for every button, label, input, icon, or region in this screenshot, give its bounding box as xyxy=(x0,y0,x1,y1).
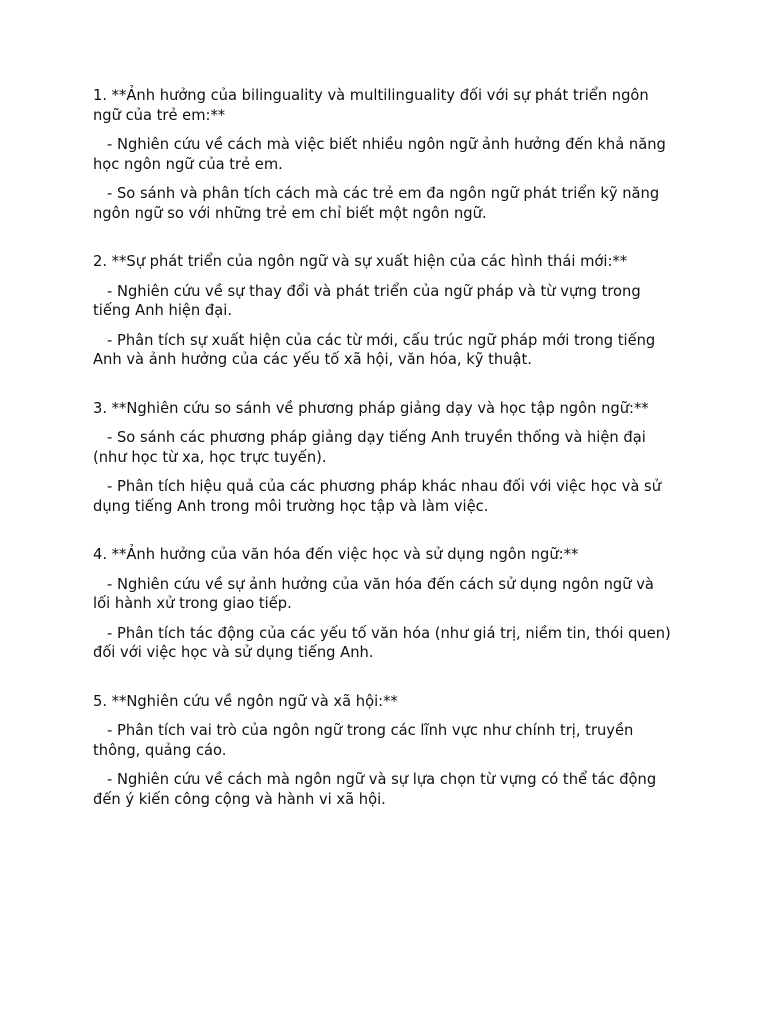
bullet-item: - Phân tích hiệu quả của các phương pháp khác nhau đối với việc học và sử dụng tiếng Anh trong môi trường học tập và làm việc. xyxy=(93,478,666,515)
section-heading: 1. **Ảnh hưởng của bilinguality và multilinguality đối với sự phát triển ngôn ngữ của trẻ em:** xyxy=(93,87,649,124)
section-2 xyxy=(93,252,672,370)
bullet-item: - Nghiên cứu về cách mà ngôn ngữ và sự lựa chọn từ vựng có thể tác động đến ý kiến công cộng và hành vi xã hội. xyxy=(93,771,661,808)
section-heading: 5. **Nghiên cứu về ngôn ngữ và xã hội:** xyxy=(93,692,398,710)
section-heading: 2. **Sự phát triển của ngôn ngữ và sự xuất hiện của các hình thái mới:** xyxy=(93,253,628,270)
bullet-item: - So sánh các phương pháp giảng dạy tiếng Anh truyền thống và hiện đại (như học từ xa, học trực tuyến). xyxy=(93,429,651,466)
section-heading: 4. **Ảnh hưởng của văn hóa đến việc học và sử dụng ngôn ngữ:** xyxy=(93,546,579,563)
section-heading: 3. **Nghiên cứu so sánh về phương pháp giảng dạy và học tập ngôn ngữ:** xyxy=(93,399,649,417)
bullet-item: - Phân tích sự xuất hiện của các từ mới, cấu trúc ngữ pháp mới trong tiếng Anh và ảnh hưởng của các yếu tố xã hội, văn hóa, kỹ thuật. xyxy=(93,331,660,368)
bullet-item: - Phân tích tác động của các yếu tố văn hóa (như giá trị, niềm tin, thói quen) đối với việc học và sử dụng tiếng Anh. xyxy=(93,624,676,661)
bullet-item: - Phân tích vai trò của ngôn ngữ trong các lĩnh vực như chính trị, truyền thông, quảng cáo. xyxy=(93,722,638,759)
section-4 xyxy=(93,545,676,663)
bullet-item: - Nghiên cứu về cách mà việc biết nhiều ngôn ngữ ảnh hưởng đến khả năng học ngôn ngữ của trẻ em. xyxy=(93,136,671,173)
section-1 xyxy=(93,86,672,223)
section-5 xyxy=(93,692,672,810)
bullet-item: - Nghiên cứu về sự thay đổi và phát triển của ngữ pháp và từ vựng trong tiếng Anh hiện đại. xyxy=(93,282,646,319)
bullet-item: - So sánh và phân tích cách mà các trẻ em đa ngôn ngữ phát triển kỹ năng ngôn ngữ so với những trẻ em chỉ biết một ngôn ngữ. xyxy=(93,185,664,222)
bullet-item: - Nghiên cứu về sự ảnh hưởng của văn hóa đến cách sử dụng ngôn ngữ và lối hành xử trong giao tiếp. xyxy=(93,575,659,612)
section-3 xyxy=(93,399,672,517)
